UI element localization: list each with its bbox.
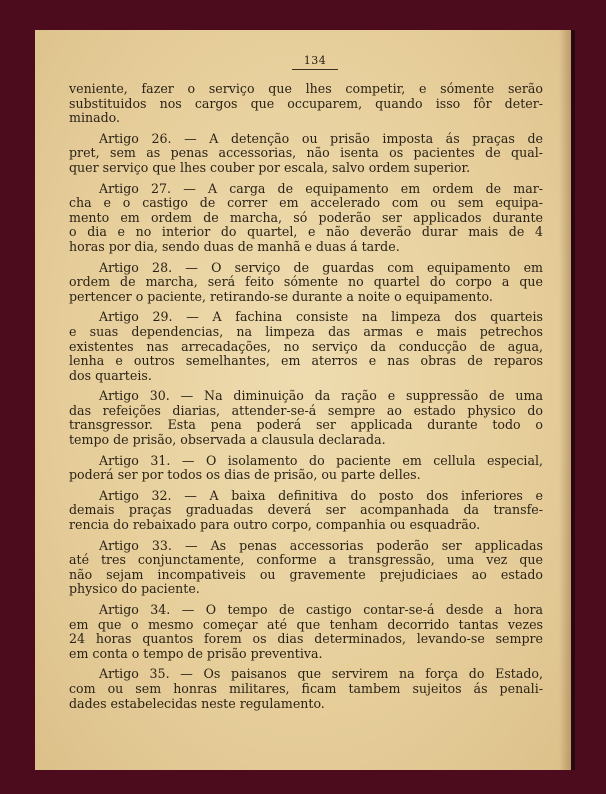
text-line: dades estabelecidas neste regulamento. [69, 696, 325, 711]
article-paragraph [69, 82, 543, 126]
text-line: Artigo 28. — O serviço de guardas com equipamento em [99, 260, 543, 275]
article-paragraph [69, 182, 543, 255]
article-paragraph [69, 603, 543, 661]
text-line: dos quarteis. [69, 368, 152, 383]
text-line: lenha e outros semelhantes, em aterros e nas obras de reparos [69, 354, 543, 369]
text-line: ordem de marcha, será feito sómente no quartel do corpo a que [69, 275, 543, 290]
article-paragraph [69, 454, 543, 483]
page-number [69, 54, 543, 70]
text-line: não sejam incompativeis ou gravemente prejudiciaes ao estado [69, 567, 543, 582]
text-line: cha e o castigo de correr em accelerado com ou sem equipa- [69, 196, 543, 211]
text-line: 24 horas quantos forem os dias determinados, levando-se sempre [69, 632, 543, 647]
text-line: Artigo 27. — A carga de equipamento em ordem de mar- [99, 181, 543, 196]
article-paragraph [69, 132, 543, 176]
page-spine-shadow [559, 30, 571, 770]
text-line: Artigo 33. — As penas accessorias poderão ser applicadas [99, 538, 543, 553]
text-line: substituidos nos cargos que occuparem, quando isso fôr deter- [69, 96, 543, 111]
text-line: em que o mesmo começar até que tenham decorrido tantas vezes [69, 617, 543, 632]
article-paragraph [69, 261, 543, 305]
text-line: existentes nas arrecadações, no serviço da conducção de agua, [69, 339, 543, 354]
page-number-text: 134 [292, 54, 339, 70]
text-line: em conta o tempo de prisão preventiva. [69, 646, 323, 661]
text-line: veniente, fazer o serviço que lhes competir, e sómente serão [69, 82, 543, 96]
text-line: Artigo 26. — A detenção ou prisão imposta ás praças de [99, 131, 543, 146]
text-line: mento em ordem de marcha, só poderão ser applicados durante [69, 210, 543, 225]
page-edge [571, 30, 575, 770]
text-line: das refeições diarias, attender-se-á sempre ao estado physico do [69, 403, 543, 418]
page-text-body [69, 82, 543, 711]
text-line: e suas dependencias, na limpeza das armas e mais petrechos [69, 324, 543, 339]
text-line: Artigo 29. — A fachina consiste na limpeza dos quarteis [99, 310, 543, 325]
text-line: Artigo 35. — Os paisanos que servirem na força do Estado, [99, 667, 543, 682]
text-line: até tres conjunctamente, conforme a transgressão, uma vez que [69, 553, 543, 568]
text-line: physico do paciente. [69, 582, 200, 597]
text-line: pertencer o paciente, retirando-se durante a noite o equipamento. [69, 289, 493, 304]
text-line: poderá ser por todos os dias de prisão, ou parte delles. [69, 468, 421, 483]
book-page [35, 30, 571, 770]
text-line: transgressor. Esta pena poderá ser applicada durante todo o [69, 418, 543, 433]
text-line: rencia do rebaixado para outro corpo, companhia ou esquadrão. [69, 518, 481, 533]
text-line: pret, sem as penas accessorias, não isenta os pacientes de qual- [69, 146, 543, 161]
article-paragraph [69, 389, 543, 447]
article-paragraph [69, 539, 543, 597]
text-line: com ou sem honras militares, ficam tambem sujeitos ás penali- [69, 681, 543, 696]
text-line: quer serviço que lhes couber por escala, salvo ordem superior. [69, 160, 471, 175]
text-line: horas por dia, sendo duas de manhã e duas á tarde. [69, 239, 400, 254]
text-line: o dia e no interior do quartel, e não deverão durar mais de 4 [69, 225, 543, 240]
text-line: Artigo 32. — A baixa definitiva do posto dos inferiores e [99, 488, 543, 503]
text-line: Artigo 34. — O tempo de castigo contar-se-á desde a hora [99, 603, 543, 617]
article-paragraph [69, 667, 543, 711]
article-paragraph [69, 489, 543, 533]
text-line: minado. [69, 111, 121, 126]
article-paragraph [69, 310, 543, 383]
text-line: Artigo 31. — O isolamento do paciente em cellula especial, [99, 453, 543, 468]
text-line: demais praças graduadas deverá ser acompanhada da transfe- [69, 503, 543, 518]
text-line: Artigo 30. — Na diminuição da ração e suppressão de uma [99, 389, 543, 404]
text-line: tempo de prisão, observada a clausula declarada. [69, 433, 386, 448]
